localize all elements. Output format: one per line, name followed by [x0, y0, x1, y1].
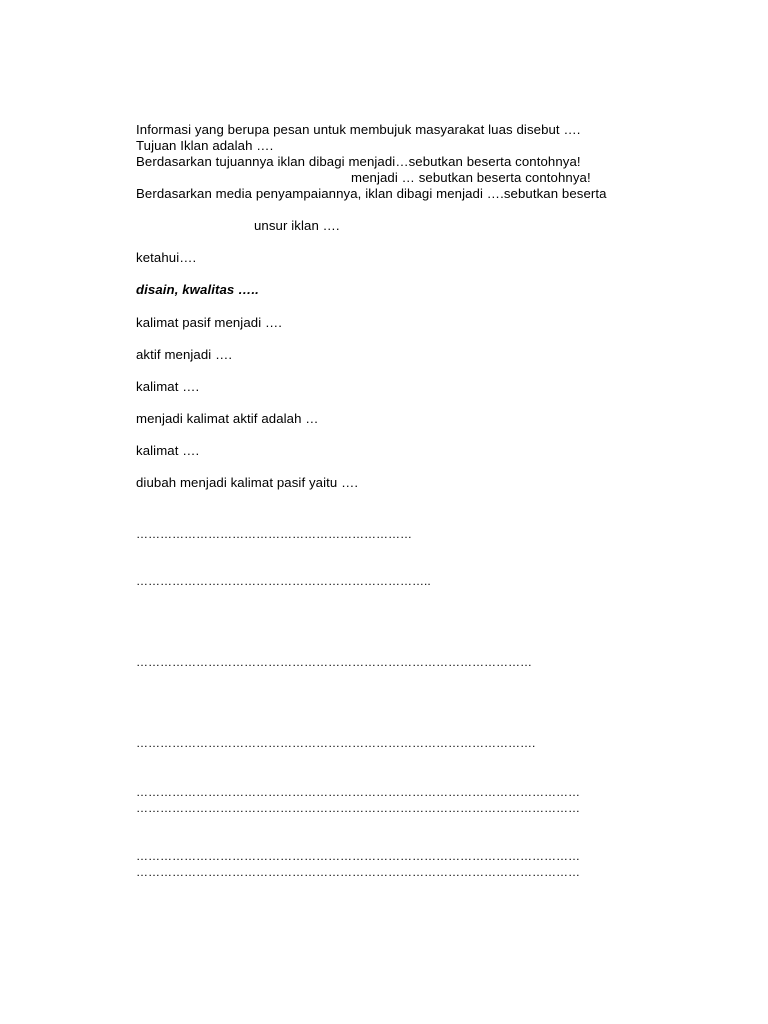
answer-line-2: ………………………………………………………………..	[136, 574, 431, 588]
question-line-13: kalimat ….	[136, 443, 200, 458]
question-line-12: menjadi kalimat aktif adalah …	[136, 411, 319, 426]
answer-line-7: …………………………………………………………………………………………………	[136, 849, 580, 863]
question-line-2: Tujuan Iklan adalah ….	[136, 138, 274, 153]
question-line-11: kalimat ….	[136, 379, 200, 394]
question-line-1: Informasi yang berupa pesan untuk membujuk masyarakat luas disebut ….	[136, 122, 581, 137]
question-line-7: ketahui….	[136, 250, 197, 265]
question-line-9: kalimat pasif menjadi ….	[136, 315, 283, 330]
answer-line-1: ……………………………………………………………	[136, 527, 412, 541]
question-line-6: unsur iklan ….	[254, 218, 340, 233]
answer-line-3: ………………………………………………………………………………………	[136, 655, 532, 669]
question-line-3: Berdasarkan tujuannya iklan dibagi menjadi…sebutkan beserta contohnya!	[136, 154, 581, 169]
question-line-8: disain, kwalitas …..	[136, 282, 259, 297]
answer-line-6: …………………………………………………………………………………………………	[136, 801, 580, 815]
question-line-14: diubah menjadi kalimat pasif yaitu ….	[136, 475, 359, 490]
answer-line-8: …………………………………………………………………………………………………	[136, 865, 580, 879]
question-line-10: aktif menjadi ….	[136, 347, 233, 362]
answer-line-5: …………………………………………………………………………………………………	[136, 785, 580, 799]
question-line-4: menjadi … sebutkan beserta contohnya!	[351, 170, 591, 185]
question-line-5: Berdasarkan media penyampaiannya, iklan dibagi menjadi ….sebutkan beserta	[136, 186, 607, 201]
answer-line-4: ……………………………………………………………………………………….	[136, 736, 536, 750]
